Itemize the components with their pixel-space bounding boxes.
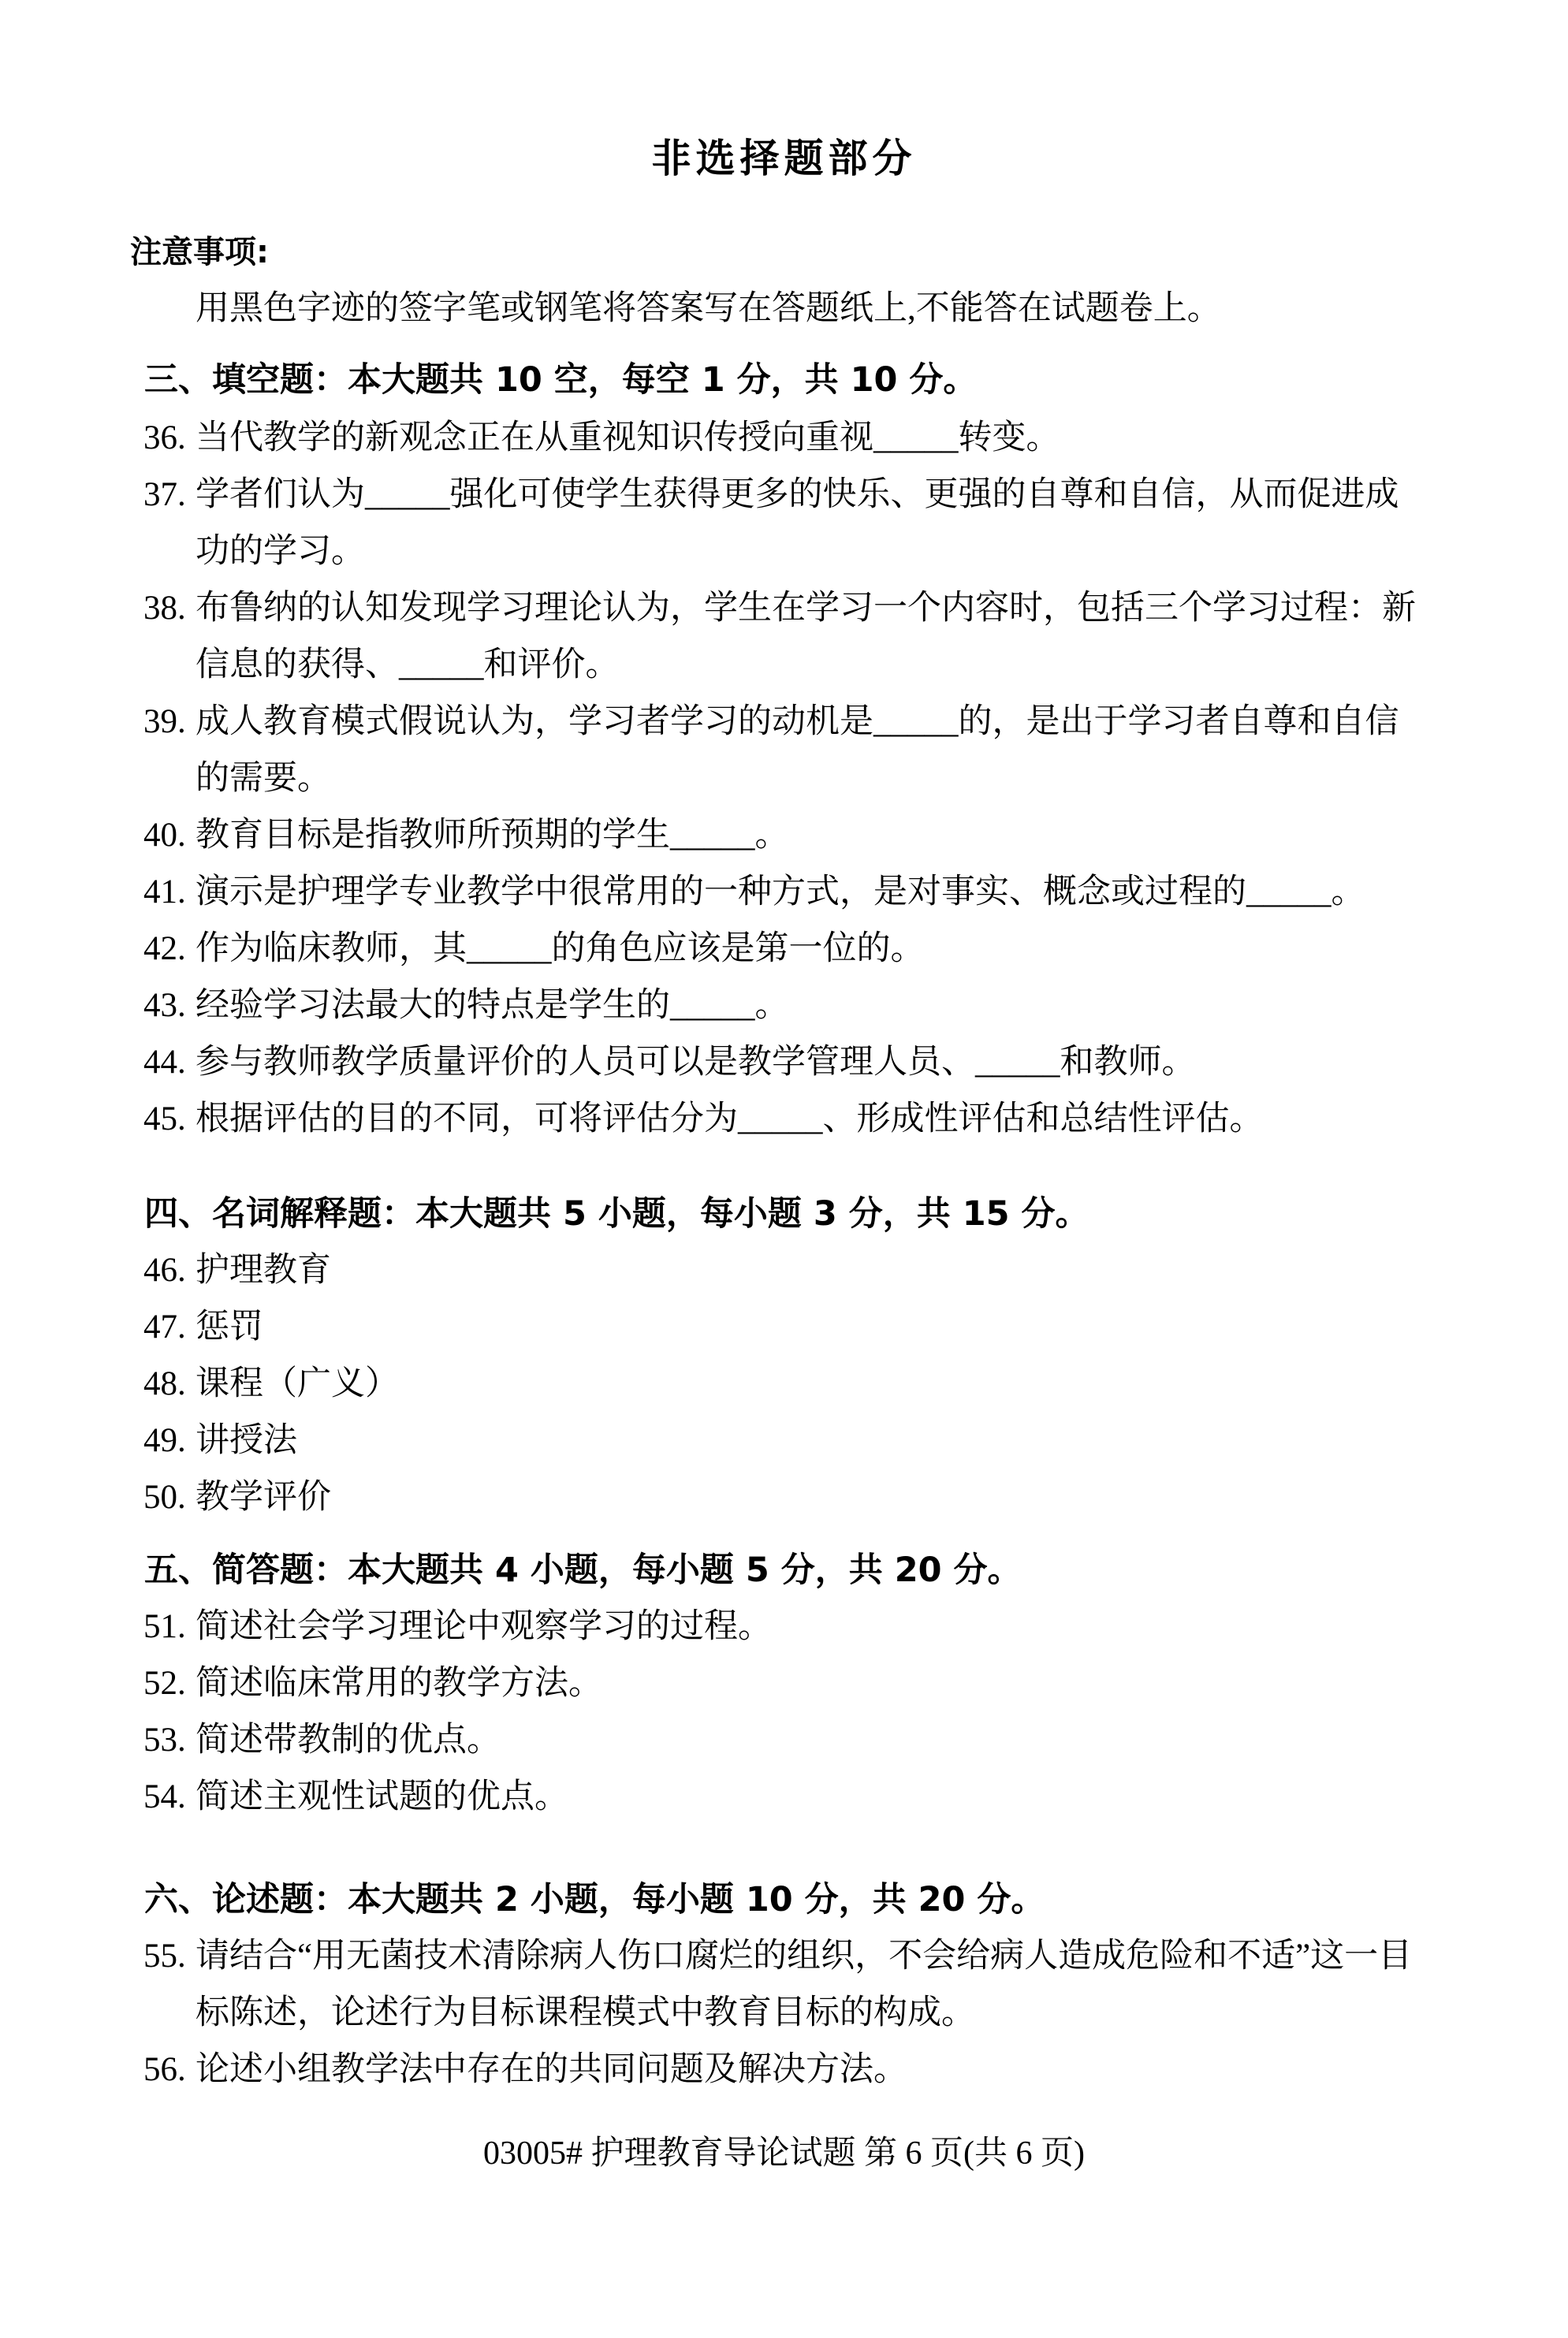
question-text: 简述临床常用的教学方法。 [196,1665,602,1702]
question-text: 论述小组教学法中存在的共同问题及解决方法。 [196,2051,907,2088]
question-text: 课程（广义） [196,1365,399,1402]
section-heading-fill-in-blank: 三、填空题：本大题共 10 空，每空 1 分，共 10 分。 [144,360,978,400]
question-number: 43. [143,987,186,1024]
question-number: 47. [143,1309,186,1346]
question-row [0,1712,1568,1769]
question-number: 54. [143,1778,186,1815]
question-number: 41. [143,873,186,910]
question-text: 请结合“用无菌技术清除病人伤口腐烂的组织，不会给病人造成危险和不适”这一目标陈述，论述行为目标课程模式中教育目标的构成。 [196,1938,1413,2031]
question-number: 52. [143,1665,186,1702]
question-number: 46. [143,1252,186,1289]
question-number: 45. [143,1100,186,1137]
question-text: 参与教师教学质量评价的人员可以是教学管理人员、_____和教师。 [196,1044,1196,1081]
question-row [0,1356,1568,1413]
section-heading-essay: 六、论述题：本大题共 2 小题，每小题 10 分，共 20 分。 [144,1880,1045,1919]
question-list-short-answer [0,1599,1568,1826]
question-text: 简述主观性试题的优点。 [196,1778,568,1815]
question-text: 教育目标是指教师所预期的学生_____。 [196,817,789,854]
question-number: 55. [143,1938,186,1975]
question-number: 48. [143,1365,186,1402]
question-row [0,1242,1568,1299]
question-number: 37. [143,476,186,513]
question-number: 39. [143,703,186,740]
question-row [0,410,1568,467]
question-list-term-definition [0,1242,1568,1526]
question-text: 惩罚 [196,1309,263,1346]
question-text: 根据评估的目的不同，可将评估分为_____、形成性评估和总结性评估。 [196,1100,1264,1137]
question-text: 演示是护理学专业教学中很常用的一种方式，是对事实、概念或过程的_____。 [196,873,1365,910]
question-text: 简述社会学习理论中观察学习的过程。 [196,1608,772,1645]
page-footer: 03005# 护理教育导论试题 第 6 页(共 6 页) [483,2135,1085,2172]
question-number: 56. [143,2051,186,2088]
question-row [0,921,1568,977]
question-row [0,1299,1568,1356]
question-number: 49. [143,1422,186,1459]
page-title: 非选择题部分 [651,136,917,181]
question-text: 护理教育 [196,1252,331,1289]
question-row [0,467,1568,580]
question-row [0,1769,1568,1826]
question-row [0,1928,1568,2042]
question-number: 36. [143,419,186,456]
question-text: 成人教育模式假说认为，学习者学习的动机是_____的，是出于学习者自尊和自信的需要。 [196,703,1399,797]
question-number: 51. [143,1608,186,1645]
question-number: 42. [143,930,186,967]
question-row [0,1091,1568,1148]
question-row [0,580,1568,694]
question-list-essay [0,1928,1568,2098]
question-number: 50. [143,1479,186,1516]
notice-label: 注意事项: [130,234,269,270]
notice-text: 用黑色字迹的签字笔或钢笔将答案写在答题纸上,不能答在试题卷上。 [196,290,1221,327]
question-number: 40. [143,817,186,854]
question-row [0,1469,1568,1526]
question-text: 经验学习法最大的特点是学生的_____。 [196,987,789,1024]
question-row [0,2042,1568,2098]
question-row [0,977,1568,1034]
section-heading-short-answer: 五、简答题：本大题共 4 小题，每小题 5 分，共 20 分。 [144,1551,1022,1590]
question-list-fill-in-blank [0,410,1568,1148]
question-text: 作为临床教师，其_____的角色应该是第一位的。 [196,930,925,967]
question-number: 44. [143,1044,186,1081]
question-text: 学者们认为_____强化可使学生获得更多的快乐、更强的自尊和自信，从而促进成功的学习。 [196,476,1399,570]
question-row [0,1034,1568,1091]
question-row [0,1655,1568,1712]
question-row [0,807,1568,864]
question-row [0,1413,1568,1469]
question-text: 当代教学的新观念正在从重视知识传授向重视_____转变。 [196,419,1060,456]
question-number: 38. [143,590,186,627]
question-row [0,1599,1568,1655]
question-text: 讲授法 [196,1422,297,1459]
question-row [0,694,1568,807]
question-text: 布鲁纳的认知发现学习理论认为，学生在学习一个内容时，包括三个学习过程：新信息的获得、_____和评价。 [196,590,1416,683]
question-text: 教学评价 [196,1479,331,1516]
section-heading-term-definition: 四、名词解释题：本大题共 5 小题，每小题 3 分，共 15 分。 [144,1194,1089,1234]
question-number: 53. [143,1722,186,1759]
question-text: 简述带教制的优点。 [196,1722,501,1759]
question-row [0,864,1568,921]
